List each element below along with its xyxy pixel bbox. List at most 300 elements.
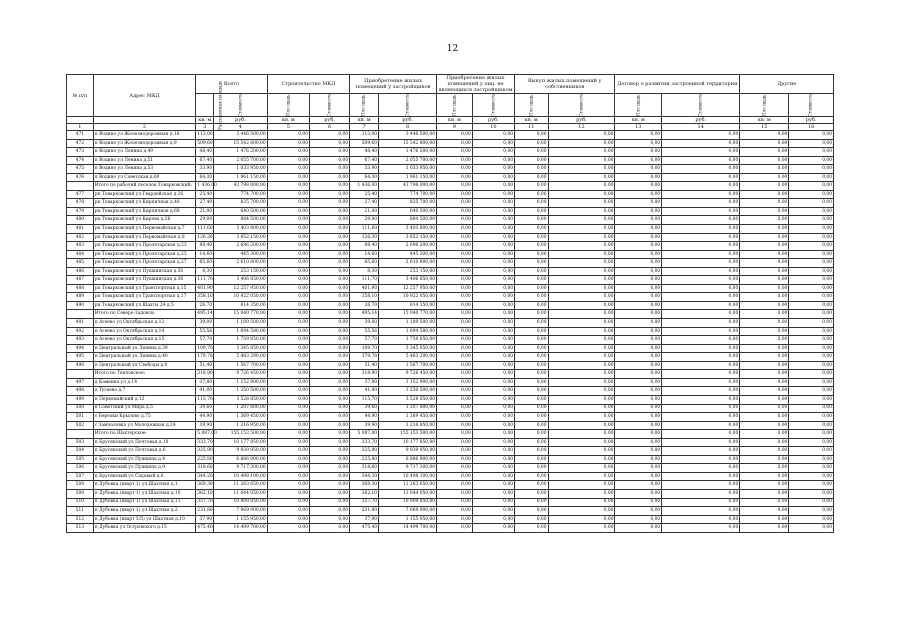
zero-cell: 0,00 (472, 524, 514, 533)
zero-cell: 0,00 (437, 259, 473, 268)
construction-area: 0,00 (267, 190, 309, 199)
zero-cell: 0,00 (789, 148, 834, 157)
row-address: п Брусянский ул Почтовая д.6 (93, 447, 196, 456)
zero-cell: 0,00 (662, 489, 740, 498)
zero-cell: 0,00 (472, 216, 514, 225)
row-address: п Брусянский ул Пушкина д.9 (93, 464, 196, 473)
zero-cell: 0,00 (515, 301, 548, 310)
developer-area: 318,90 (350, 370, 379, 379)
zero-cell: 0,00 (740, 190, 789, 199)
developer-area: 29,00 (350, 216, 379, 225)
total-area: 1 436,00 (196, 182, 214, 191)
total-area: 39,00 (196, 319, 214, 328)
developer-cost: 1 250 500,00 (379, 387, 437, 396)
total-cost: 1 369 450,00 (214, 413, 268, 422)
developer-area: 115,70 (350, 395, 379, 404)
row-number: 508 (67, 481, 94, 490)
total-area: 318,90 (196, 370, 214, 379)
zero-cell: 0,00 (662, 438, 740, 447)
zero-cell: 0,00 (662, 447, 740, 456)
zero-cell: 0,00 (437, 344, 473, 353)
construction-cost: 0,00 (310, 447, 350, 456)
zero-cell: 0,00 (662, 156, 740, 165)
zero-cell: 0,00 (615, 250, 662, 259)
zero-cell: 0,00 (662, 259, 740, 268)
column-number: 2 (93, 124, 196, 131)
row-number: 512 (67, 515, 94, 524)
unit-cost: руб. (379, 117, 437, 124)
zero-cell: 0,00 (662, 310, 740, 319)
row-address: рп Товарковский ул Шахты 24 д.5 (93, 301, 196, 310)
zero-cell: 0,00 (548, 250, 615, 259)
zero-cell: 0,00 (548, 293, 615, 302)
zero-cell: 0,00 (615, 344, 662, 353)
row-number: 484 (67, 250, 94, 259)
zero-cell: 0,00 (740, 131, 789, 140)
developer-area: 44,90 (350, 413, 379, 422)
zero-cell: 0,00 (548, 242, 615, 251)
row-address: Итого по Шахтерское: (93, 430, 196, 439)
table-row (67, 190, 834, 199)
construction-area: 0,00 (267, 319, 309, 328)
row-number: 507 (67, 472, 94, 481)
developer-cost: 7 069 900,00 (379, 507, 437, 516)
zero-cell: 0,00 (548, 447, 615, 456)
housing-program-table (66, 74, 834, 533)
total-area: 25,40 (196, 190, 214, 199)
row-number: 477 (67, 190, 94, 199)
developer-area: 51,40 (350, 361, 379, 370)
zero-cell: 0,00 (548, 353, 615, 362)
developer-cost: 835 700,00 (379, 199, 437, 208)
zero-cell: 0,00 (789, 310, 834, 319)
zero-cell: 0,00 (548, 361, 615, 370)
zero-cell: 0,00 (472, 353, 514, 362)
total-cost: 1 189 500,00 (214, 319, 268, 328)
zero-cell: 0,00 (472, 455, 514, 464)
developer-area: 475,40 (350, 524, 379, 533)
zero-cell: 0,00 (437, 233, 473, 242)
developer-area: 37,80 (350, 378, 379, 387)
zero-cell: 0,00 (437, 199, 473, 208)
total-cost: 3 403 800,00 (214, 225, 268, 234)
zero-cell: 0,00 (662, 242, 740, 251)
developer-cost: 14 499 700,00 (379, 524, 437, 533)
construction-area: 0,00 (267, 182, 309, 191)
zero-cell: 0,00 (437, 276, 473, 285)
developer-cost: 814 350,00 (379, 301, 437, 310)
zero-cell: 0,00 (615, 507, 662, 516)
developer-area: 33,90 (350, 165, 379, 174)
zero-cell: 0,00 (515, 438, 548, 447)
zero-cell: 0,00 (615, 464, 662, 473)
zero-cell: 0,00 (789, 515, 834, 524)
header-cost: Стоимость (214, 94, 268, 117)
zero-cell: 0,00 (789, 250, 834, 259)
row-number: 498 (67, 387, 94, 396)
unit-area: кв. м (740, 117, 789, 124)
zero-cell: 0,00 (437, 481, 473, 490)
total-area: 26,70 (196, 301, 214, 310)
zero-cell: 0,00 (615, 438, 662, 447)
zero-cell: 0,00 (472, 319, 514, 328)
column-number: 1 (67, 124, 94, 131)
construction-area: 0,00 (267, 438, 309, 447)
zero-cell: 0,00 (515, 190, 548, 199)
zero-cell: 0,00 (740, 293, 789, 302)
total-cost: 15 040 770,00 (214, 310, 268, 319)
construction-area: 0,00 (267, 464, 309, 473)
table-row (67, 131, 834, 140)
developer-cost: 10 498 100,00 (379, 472, 437, 481)
row-address: рп Товарковский ул Пролетарская д.23 (93, 242, 196, 251)
zero-cell: 0,00 (515, 524, 548, 533)
zero-cell: 0,00 (662, 524, 740, 533)
zero-cell: 0,00 (548, 370, 615, 379)
zero-cell: 0,00 (515, 464, 548, 473)
zero-cell: 0,00 (615, 139, 662, 148)
zero-cell: 0,00 (740, 267, 789, 276)
table-row (67, 472, 834, 481)
total-area: 362,10 (196, 489, 214, 498)
total-cost: 15 542 800,00 (214, 139, 268, 148)
zero-cell: 0,00 (615, 370, 662, 379)
construction-cost: 0,00 (310, 455, 350, 464)
construction-area: 0,00 (267, 336, 309, 345)
zero-cell: 0,00 (472, 489, 514, 498)
zero-cell: 0,00 (615, 524, 662, 533)
total-area: 115,70 (196, 395, 214, 404)
developer-cost: 253 150,00 (379, 267, 437, 276)
table-row (67, 455, 834, 464)
developer-area: 231,80 (350, 507, 379, 516)
zero-cell: 0,00 (789, 284, 834, 293)
construction-area: 0,00 (267, 276, 309, 285)
zero-cell: 0,00 (740, 173, 789, 182)
row-address: п Брусянский ул Пушкина д.4 (93, 455, 196, 464)
table-row (67, 250, 834, 259)
zero-cell: 0,00 (662, 190, 740, 199)
total-cost: 445 300,00 (214, 250, 268, 259)
construction-area: 0,00 (267, 327, 309, 336)
developer-area: 495,14 (350, 310, 379, 319)
construction-cost: 0,00 (310, 507, 350, 516)
total-cost: 14 499 700,00 (214, 524, 268, 533)
zero-cell: 0,00 (437, 327, 473, 336)
developer-cost: 1 369 450,00 (379, 413, 437, 422)
construction-area: 0,00 (267, 310, 309, 319)
zero-cell: 0,00 (789, 156, 834, 165)
zero-cell: 0,00 (548, 438, 615, 447)
construction-area: 0,00 (267, 387, 309, 396)
zero-cell: 0,00 (740, 276, 789, 285)
developer-area: 369,30 (350, 481, 379, 490)
total-area: 325,90 (196, 447, 214, 456)
zero-cell: 0,00 (437, 182, 473, 191)
zero-cell: 0,00 (437, 207, 473, 216)
column-number: 10 (472, 124, 514, 131)
developer-area: 362,10 (350, 489, 379, 498)
zero-cell: 0,00 (740, 216, 789, 225)
zero-cell: 0,00 (548, 310, 615, 319)
zero-cell: 0,00 (548, 413, 615, 422)
construction-cost: 0,00 (310, 438, 350, 447)
zero-cell: 0,00 (615, 242, 662, 251)
zero-cell: 0,00 (472, 173, 514, 182)
developer-cost: 5 483 290,00 (379, 353, 437, 362)
zero-cell: 0,00 (548, 173, 615, 182)
zero-cell: 0,00 (548, 378, 615, 387)
developer-cost: 2 610 800,00 (379, 259, 437, 268)
construction-cost: 0,00 (310, 293, 350, 302)
zero-cell: 0,00 (437, 515, 473, 524)
total-area: 39,90 (196, 421, 214, 430)
zero-cell: 0,00 (437, 378, 473, 387)
row-number: 472 (67, 139, 94, 148)
zero-cell: 0,00 (789, 378, 834, 387)
zero-cell: 0,00 (472, 361, 514, 370)
developer-cost: 1 155 950,00 (379, 515, 437, 524)
total-cost: 10 922 050,00 (214, 293, 268, 302)
row-number: 482 (67, 233, 94, 242)
zero-cell: 0,00 (615, 515, 662, 524)
zero-cell: 0,00 (472, 472, 514, 481)
zero-cell: 0,00 (515, 378, 548, 387)
zero-cell: 0,00 (662, 267, 740, 276)
construction-cost: 0,00 (310, 481, 350, 490)
header-cost: Стоимость (310, 94, 350, 117)
zero-cell: 0,00 (515, 182, 548, 191)
construction-area: 0,00 (267, 139, 309, 148)
total-area: 111,60 (196, 225, 214, 234)
developer-area: 14,60 (350, 250, 379, 259)
zero-cell: 0,00 (515, 250, 548, 259)
zero-cell: 0,00 (662, 173, 740, 182)
zero-cell: 0,00 (615, 447, 662, 456)
zero-cell: 0,00 (472, 413, 514, 422)
row-number: 471 (67, 131, 94, 140)
row-address: п Дубовка (кварт 1) ул Шахтная д.2 (93, 507, 196, 516)
zero-cell: 0,00 (740, 225, 789, 234)
construction-area: 0,00 (267, 301, 309, 310)
developer-cost: 155 153 500,00 (379, 430, 437, 439)
row-address: рп Товарковский ул Транспортная д.17 (93, 293, 196, 302)
column-number: 12 (548, 124, 615, 131)
unit-cost: руб. (548, 117, 615, 124)
developer-cost: 15 542 800,00 (379, 139, 437, 148)
zero-cell: 0,00 (789, 301, 834, 310)
construction-cost: 0,00 (310, 182, 350, 191)
developer-area: 318,60 (350, 464, 379, 473)
header-group-development: Договор о развитии застроенной территории (615, 75, 740, 94)
column-number: 6 (310, 124, 350, 131)
table-row (67, 447, 834, 456)
zero-cell: 0,00 (615, 148, 662, 157)
zero-cell: 0,00 (472, 250, 514, 259)
row-number: 510 (67, 498, 94, 507)
zero-cell: 0,00 (740, 139, 789, 148)
zero-cell: 0,00 (472, 387, 514, 396)
zero-cell: 0,00 (437, 447, 473, 456)
row-address: п Водино ул Советская д.60 (93, 173, 196, 182)
subtotal-row (67, 370, 834, 379)
construction-area: 0,00 (267, 148, 309, 157)
zero-cell: 0,00 (515, 515, 548, 524)
zero-cell: 0,00 (437, 464, 473, 473)
zero-cell: 0,00 (615, 455, 662, 464)
developer-cost: 11 044 050,00 (379, 489, 437, 498)
zero-cell: 0,00 (515, 472, 548, 481)
row-number: 497 (67, 378, 94, 387)
zero-cell: 0,00 (662, 507, 740, 516)
zero-cell: 0,00 (548, 319, 615, 328)
zero-cell: 0,00 (472, 378, 514, 387)
zero-cell: 0,00 (740, 336, 789, 345)
zero-cell: 0,00 (615, 173, 662, 182)
table-row (67, 319, 834, 328)
zero-cell: 0,00 (472, 131, 514, 140)
row-address: п Центральный ул Ленина д.40 (93, 353, 196, 362)
zero-cell: 0,00 (740, 438, 789, 447)
row-address: п Центральный ул Свободы д.8 (93, 361, 196, 370)
zero-cell: 0,00 (437, 165, 473, 174)
header-address: Адрес МКД (93, 75, 196, 117)
header-no: № п/п (67, 75, 94, 117)
construction-area: 0,00 (267, 413, 309, 422)
construction-cost: 0,00 (310, 498, 350, 507)
table-row (67, 378, 834, 387)
developer-area: 25,40 (350, 190, 379, 199)
row-address: рп Товарковский ул Пролетарская д.27 (93, 259, 196, 268)
zero-cell: 0,00 (662, 199, 740, 208)
developer-cost: 3 852 150,00 (379, 233, 437, 242)
developer-area: 39,60 (350, 404, 379, 413)
zero-cell: 0,00 (515, 131, 548, 140)
zero-cell: 0,00 (789, 165, 834, 174)
zero-cell: 0,00 (615, 336, 662, 345)
total-area: 318,60 (196, 464, 214, 473)
zero-cell: 0,00 (515, 370, 548, 379)
zero-cell: 0,00 (437, 267, 473, 276)
zero-cell: 0,00 (472, 464, 514, 473)
construction-cost: 0,00 (310, 361, 350, 370)
total-cost: 3 528 850,00 (214, 395, 268, 404)
zero-cell: 0,00 (615, 413, 662, 422)
zero-cell: 0,00 (740, 421, 789, 430)
table-row (67, 284, 834, 293)
total-cost: 10 177 850,00 (214, 438, 268, 447)
row-number: 503 (67, 438, 94, 447)
zero-cell: 0,00 (662, 225, 740, 234)
total-cost: 1 961 150,00 (214, 173, 268, 182)
zero-cell: 0,00 (740, 447, 789, 456)
row-number: 494 (67, 344, 94, 353)
header-area: Пло щадь (515, 94, 548, 117)
row-address: рп Товарковский ул Первомайская д.7 (93, 225, 196, 234)
row-number: 474 (67, 156, 94, 165)
unit-cost: руб. (662, 117, 740, 124)
zero-cell: 0,00 (615, 225, 662, 234)
row-number: 476 (67, 173, 94, 182)
zero-cell: 0,00 (789, 361, 834, 370)
zero-cell: 0,00 (515, 353, 548, 362)
zero-cell: 0,00 (615, 472, 662, 481)
zero-cell: 0,00 (548, 148, 615, 157)
zero-cell: 0,00 (662, 370, 740, 379)
table-row (67, 387, 834, 396)
zero-cell: 0,00 (662, 327, 740, 336)
construction-cost: 0,00 (310, 199, 350, 208)
zero-cell: 0,00 (437, 404, 473, 413)
construction-cost: 0,00 (310, 148, 350, 157)
subtotal-row (67, 310, 834, 319)
column-number: 13 (615, 124, 662, 131)
zero-cell: 0,00 (548, 276, 615, 285)
table-row (67, 242, 834, 251)
row-address: п Водино ул Ленина д.49 (93, 148, 196, 157)
zero-cell: 0,00 (515, 327, 548, 336)
row-address: п Брусянский ул Почтовая д.10 (93, 438, 196, 447)
table-row (67, 207, 834, 216)
zero-cell: 0,00 (548, 139, 615, 148)
total-area: 27,40 (196, 199, 214, 208)
row-address: п Дубовка (кварт 1) ул Шахтная д.10 (93, 489, 196, 498)
zero-cell: 0,00 (615, 498, 662, 507)
construction-cost: 0,00 (310, 276, 350, 285)
header-area: Пло щадь (267, 94, 309, 117)
total-area: 113,00 (196, 131, 214, 140)
total-area: 44,90 (196, 413, 214, 422)
zero-cell: 0,00 (515, 361, 548, 370)
zero-cell: 0,00 (789, 327, 834, 336)
column-number: 11 (515, 124, 548, 131)
zero-cell: 0,00 (437, 370, 473, 379)
zero-cell: 0,00 (789, 139, 834, 148)
row-number: 501 (67, 413, 94, 422)
developer-area: 179,78 (350, 353, 379, 362)
zero-cell: 0,00 (548, 481, 615, 490)
zero-cell: 0,00 (740, 361, 789, 370)
zero-cell: 0,00 (662, 139, 740, 148)
construction-cost: 0,00 (310, 242, 350, 251)
zero-cell: 0,00 (548, 464, 615, 473)
zero-cell: 0,00 (515, 404, 548, 413)
zero-cell: 0,00 (789, 507, 834, 516)
zero-cell: 0,00 (472, 344, 514, 353)
zero-cell: 0,00 (548, 404, 615, 413)
unit-area: кв. м (437, 117, 473, 124)
developer-cost: 1 759 850,00 (379, 336, 437, 345)
total-cost: 1 567 700,00 (214, 361, 268, 370)
table-row (67, 267, 834, 276)
zero-cell: 0,00 (472, 310, 514, 319)
zero-cell: 0,00 (437, 310, 473, 319)
developer-area: 333,70 (350, 438, 379, 447)
zero-cell: 0,00 (515, 481, 548, 490)
total-cost: 3 852 150,00 (214, 233, 268, 242)
developer-cost: 12 257 950,00 (379, 284, 437, 293)
construction-area: 0,00 (267, 344, 309, 353)
total-area: 48,40 (196, 148, 214, 157)
zero-cell: 0,00 (789, 173, 834, 182)
construction-area: 0,00 (267, 173, 309, 182)
developer-cost: 2 055 700,00 (379, 156, 437, 165)
row-address: п Агеево ул Октябрьская д.12 (93, 319, 196, 328)
construction-cost: 0,00 (310, 344, 350, 353)
table-row (67, 464, 834, 473)
total-area: 55,56 (196, 327, 214, 336)
column-number: 14 (662, 124, 740, 131)
